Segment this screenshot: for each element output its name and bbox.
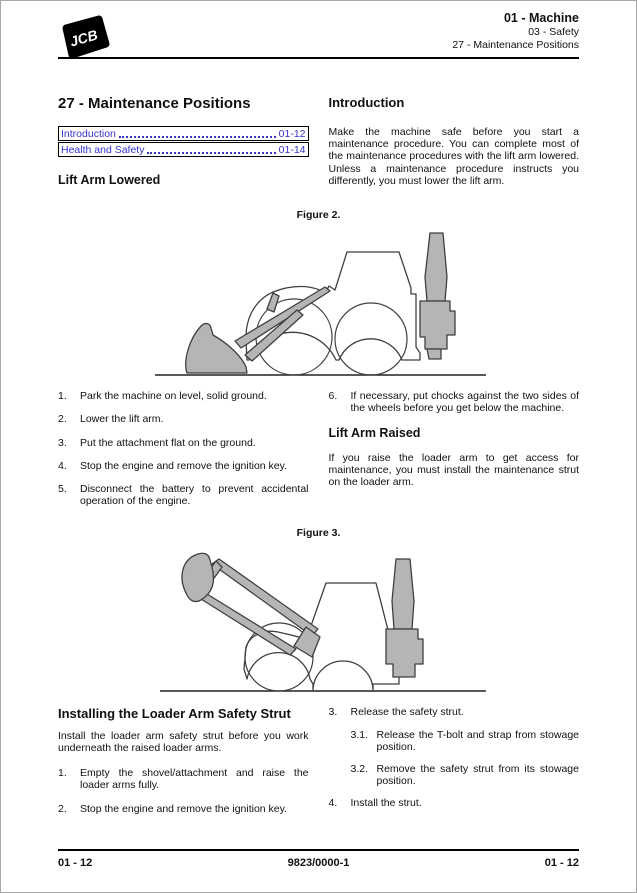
step-text: Empty the shovel/attachment and raise the loader arms fully.: [80, 767, 309, 792]
list-item: [58, 413, 309, 425]
page-title: 27 - Maintenance Positions: [58, 95, 251, 112]
lift-arm-raised-paragraph: If you raise the loader arm to get access for maintenance, you must install the maintenance strut on the loader arm.: [328, 451, 579, 488]
steps-lowered-left: [58, 390, 309, 519]
figure-3: [58, 527, 579, 698]
installing-strut-paragraph: Install the loader arm safety strut before you work underneath the raised loader arms.: [58, 729, 309, 754]
footer-document-number: 9823/0000-1: [287, 857, 350, 869]
header-chapter: 01 - Machine: [503, 11, 579, 25]
step-text: Lower the lift arm.: [80, 413, 164, 426]
step-number: 6.: [328, 390, 338, 402]
step-text: Disconnect the battery to prevent accidental operation of the engine.: [80, 483, 309, 508]
list-item: [58, 460, 309, 472]
list-item: [58, 390, 309, 402]
header-breadcrumb: [452, 11, 579, 52]
step-text: Park the machine on level, solid ground.: [80, 390, 267, 402]
figure-2-illustration-backhoe-lift-arm-lowered: [149, 225, 489, 380]
introduction-paragraph: Make the machine safe before you start a maintenance procedure. You can complete most of the maintenance procedures with the lift arm lowered. Unless a maintenance procedure instructs you differently, you must lower the lift arm.: [328, 126, 579, 187]
installing-strut-right: [329, 706, 580, 826]
page-footer: [58, 849, 579, 869]
step-number: 2.: [58, 413, 67, 426]
heading-introduction: Introduction: [328, 95, 405, 110]
toc-link-label: Introduction: [61, 128, 116, 140]
list-subitem: [351, 729, 580, 754]
step-text: If necessary, put chocks against the two sides of the wheels before you get below the machine.: [350, 390, 579, 415]
step-text: Stop the engine and remove the ignition key.: [80, 459, 288, 472]
page-header: [58, 1, 579, 59]
jcb-logo-text: JCB: [68, 26, 100, 50]
step-number: 1.: [58, 390, 67, 402]
list-item: [58, 483, 309, 508]
step-text: Install the strut.: [350, 797, 422, 810]
figure-2: [58, 209, 579, 380]
step-text: Put the attachment flat on the ground.: [80, 436, 256, 449]
substep-number: 3.1.: [350, 729, 369, 742]
substep-number: 3.2.: [350, 762, 369, 775]
step-number: 4.: [58, 459, 67, 472]
toc-dot-leader: [119, 136, 276, 138]
table-of-contents: [58, 126, 309, 157]
list-item: [58, 437, 309, 449]
step-text: Stop the engine and remove the ignition key.: [80, 802, 288, 815]
steps-lowered-right: [329, 390, 580, 519]
step-number: 5.: [58, 483, 67, 496]
toc-link-introduction[interactable]: [58, 126, 309, 141]
figure-2-caption: Figure 2.: [296, 209, 341, 221]
list-item: [329, 797, 580, 809]
step-text: Release the safety strut.: [350, 705, 464, 718]
toc-page-number: 01-12: [278, 128, 306, 140]
substep-text: Remove the safety strut from its stowage position.: [376, 762, 579, 787]
toc-dot-leader: [147, 152, 275, 154]
figure-3-illustration-backhoe-lift-arm-raised: [146, 543, 491, 698]
footer-page-number-left: 01 - 12: [58, 857, 93, 869]
installing-strut-left: [58, 706, 309, 826]
heading-lift-arm-lowered: Lift Arm Lowered: [58, 173, 161, 187]
jcb-logo-icon: [52, 13, 114, 66]
heading-installing-strut: Installing the Loader Arm Safety Strut: [58, 705, 291, 721]
heading-lift-arm-raised: Lift Arm Raised: [328, 425, 421, 440]
substep-text: Release the T-bolt and strap from stowage position.: [376, 729, 579, 754]
footer-page-number-right: 01 - 12: [544, 857, 579, 869]
list-subitem: [351, 763, 580, 788]
toc-link-label: Health and Safety: [61, 144, 145, 156]
figure-3-caption: Figure 3.: [296, 526, 341, 539]
step-number: 3.: [58, 436, 67, 449]
step-number: 4.: [328, 797, 338, 810]
step-number: 1.: [58, 767, 67, 780]
step-number: 2.: [58, 802, 67, 815]
list-item: [329, 390, 580, 415]
list-item: [329, 706, 580, 718]
header-section: 03 - Safety: [528, 26, 579, 38]
toc-link-health-and-safety[interactable]: [58, 142, 309, 157]
step-number: 3.: [328, 705, 338, 718]
list-item: [58, 767, 309, 792]
toc-page-number: 01-14: [278, 144, 306, 156]
header-subsection: 27 - Maintenance Positions: [452, 39, 579, 51]
list-item: [58, 803, 309, 815]
